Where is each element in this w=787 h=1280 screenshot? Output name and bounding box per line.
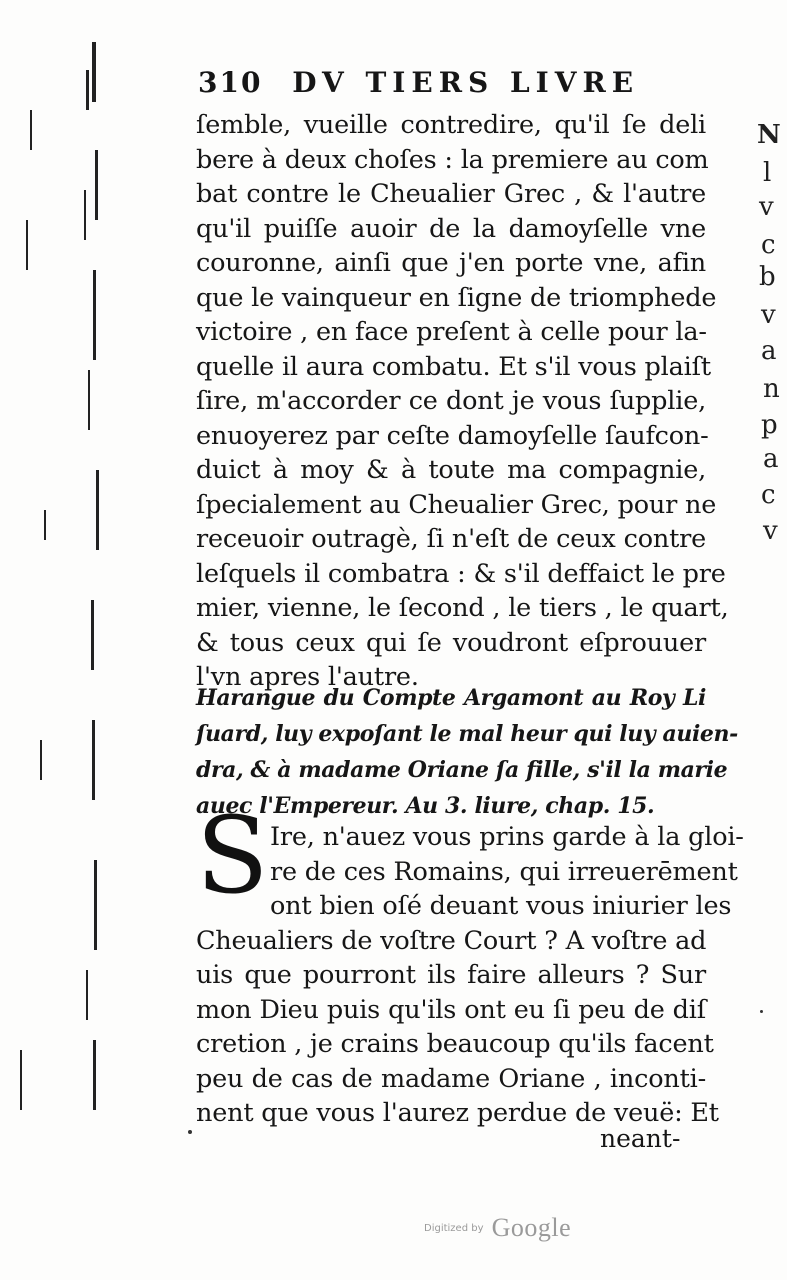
text-line: re de ces Romains, qui irreuerēment xyxy=(270,856,738,887)
heading-line: dra, & à madame Oriane ſa fille, s'il la marie xyxy=(196,757,728,783)
watermark-prefix: Digitized by xyxy=(424,1222,484,1234)
gutter-mark xyxy=(20,1050,22,1110)
bleed-letter: v xyxy=(761,300,776,330)
bleed-letter: b xyxy=(759,262,776,292)
paragraph-1 xyxy=(196,108,729,695)
gutter-mark xyxy=(94,860,97,950)
text-line: l'vn apres l'autre. xyxy=(196,662,419,692)
bleed-letter: c xyxy=(761,480,776,510)
text-line: nent que vous l'aurez perdue de veuë: Et xyxy=(196,1098,719,1128)
drop-capital: S xyxy=(196,794,269,917)
heading-line: Harangue du Compte Argamont au Roy Li xyxy=(196,685,706,711)
gutter-mark xyxy=(92,720,95,800)
bleed-letter: n xyxy=(763,374,780,404)
text-line: duict à moy & à toute ma compagnie, xyxy=(196,455,706,485)
bleed-letter: v xyxy=(763,516,778,546)
text-line: receuoir outragè, ſi n'eſt de ceux contre xyxy=(196,524,706,554)
text-line: & tous ceux qui ſe voudront eſprouuer xyxy=(196,627,706,658)
text-line: couronne, ainſi que j'en porte vne, afin xyxy=(196,248,706,278)
text-line: cretion , je crains beaucoup qu'ils facent xyxy=(196,1029,714,1059)
bleed-letter: N xyxy=(757,120,781,150)
running-head xyxy=(198,66,639,99)
gutter-mark xyxy=(26,220,28,270)
text-line: Ire, n'auez vous prins garde à la gloi- xyxy=(270,822,744,852)
text-line: ont bien oſé deuant vous iniurier les xyxy=(270,891,732,921)
text-line: uis que pourront ils faire alleurs ? Sur xyxy=(196,960,706,990)
gutter-mark xyxy=(86,70,89,110)
gutter-mark xyxy=(88,370,90,430)
paragraph-2 xyxy=(196,820,744,1131)
text-line: mon Dieu puis qu'ils ont eu ſi peu de diſ xyxy=(196,994,706,1025)
text-line: victoire , en face preſent à celle pour la- xyxy=(196,317,707,347)
bleed-letter: a xyxy=(763,444,779,474)
text-line: bere à deux choſes : la premiere au com xyxy=(196,144,709,175)
watermark-brand: Google xyxy=(491,1213,572,1242)
bleed-letter: v xyxy=(759,192,774,222)
ink-speck xyxy=(188,1130,192,1134)
bleed-letter: c xyxy=(761,230,776,260)
heading-line: auec l'Empereur. Au 3. liure, chap. 15. xyxy=(196,793,655,819)
section-heading xyxy=(196,680,738,824)
bleed-letter: l xyxy=(763,158,772,188)
text-line: Cheualiers de voſtre Court ? A voſtre ad xyxy=(196,925,707,956)
gutter-mark xyxy=(93,270,96,360)
facing-page-bleed xyxy=(727,40,787,940)
gutter-mark xyxy=(92,42,96,102)
text-line: bat contre le Cheualier Grec , & l'autre xyxy=(196,179,706,209)
text-line: leſquels il combatra : & s'il deffaict le pre xyxy=(196,558,726,589)
gutter-mark xyxy=(44,510,46,540)
text-line: qu'il puiſſe auoir de la damoyſelle vne xyxy=(196,213,706,244)
gutter-mark xyxy=(84,190,86,240)
page-number: 310 xyxy=(198,66,263,99)
heading-line: ſuard, luy expoſant le mal heur qui luy auien- xyxy=(196,721,738,747)
gutter-mark xyxy=(95,150,98,220)
gutter-mark xyxy=(30,110,32,150)
text-line: que le vainqueur en ſigne de triomphede xyxy=(196,282,717,313)
gutter-mark xyxy=(96,470,99,550)
text-line: peu de cas de madame Oriane , inconti- xyxy=(196,1063,706,1094)
gutter-mark xyxy=(93,1040,96,1110)
left-margin-artifacts xyxy=(0,40,110,1180)
gutter-mark xyxy=(91,600,94,670)
text-line: ſpecialement au Cheualier Grec, pour ne xyxy=(196,489,717,520)
text-line: ſemble, vueille contredire, qu'il ſe deli xyxy=(196,110,706,140)
digitized-watermark xyxy=(424,1213,571,1243)
text-line: ſire, m'accorder ce dont je vous ſupplie, xyxy=(196,386,706,416)
gutter-mark xyxy=(40,740,42,780)
gutter-mark xyxy=(86,970,88,1020)
catchword: neant- xyxy=(600,1124,681,1153)
bleed-letter: p xyxy=(761,410,778,440)
text-line: enuoyerez par ceſte damoyſelle ſaufcon- xyxy=(196,420,709,451)
text-line: mier, vienne, le ſecond , le tiers , le quart, xyxy=(196,593,729,623)
text-line: quelle il aura combatu. Et s'il vous plaiſt xyxy=(196,351,711,382)
running-head-title: DV TIERS LIVRE xyxy=(292,66,640,99)
bleed-letter: a xyxy=(761,336,777,366)
ink-speck xyxy=(760,1010,763,1013)
